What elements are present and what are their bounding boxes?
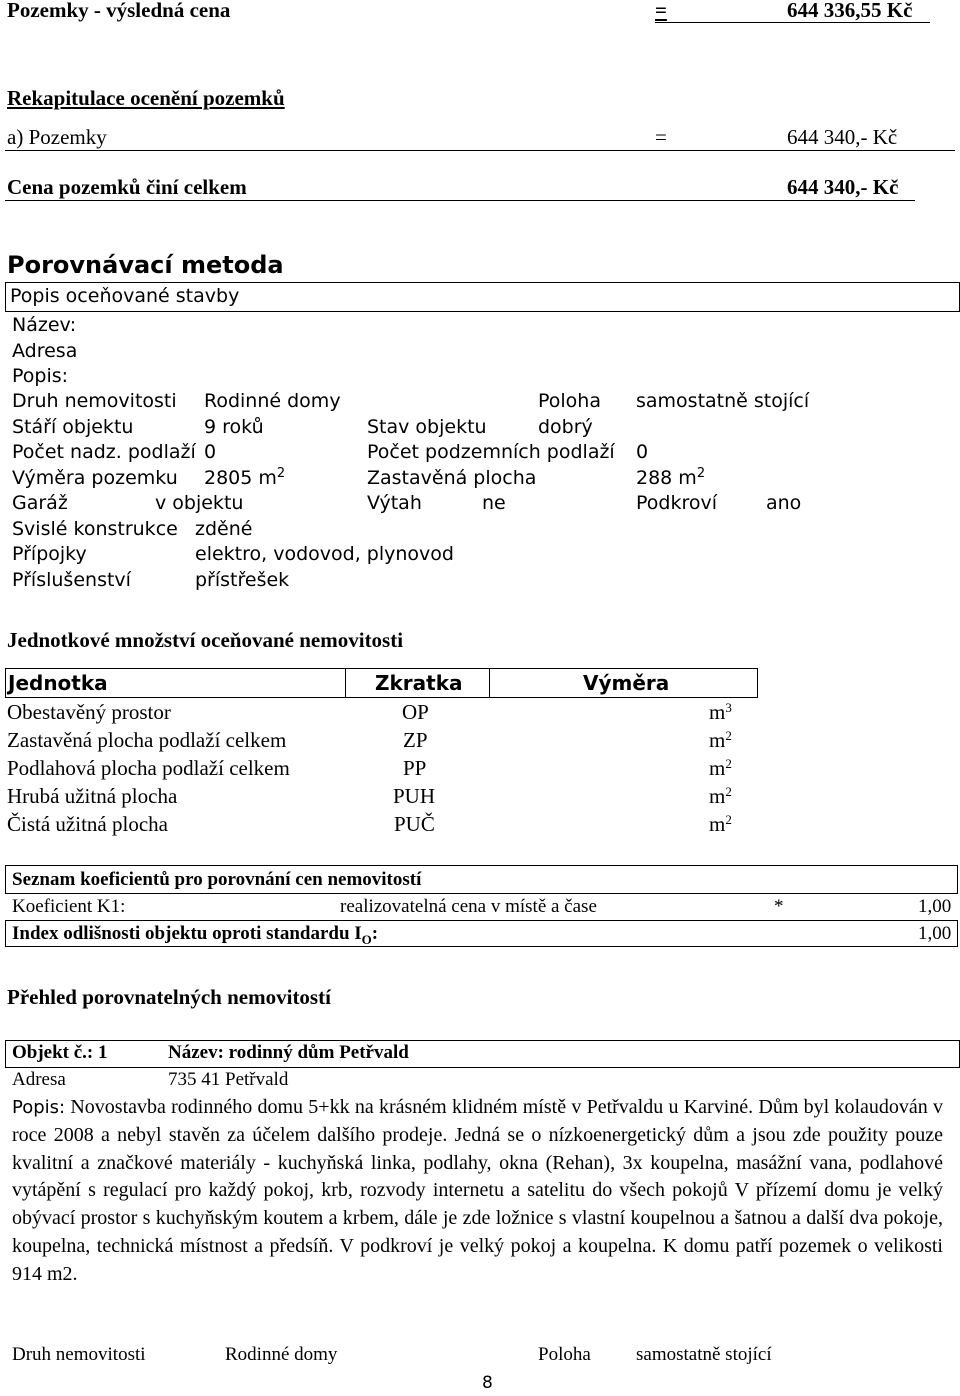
compare-description-label: Popis: [12,1097,66,1118]
desc-type-value: Rodinné domy [204,390,341,412]
units-row-unit: $m^3$ [709,700,732,724]
units-row-name: Čistá užitná plocha [7,812,168,836]
desc-age-label: Stáří objektu [12,416,134,438]
compare-location-value: samostatně stojící [636,1344,772,1365]
units-header-abbr: Zkratka [375,671,463,695]
compare-object-name: Název: rodinný dům Petřvald [168,1042,409,1063]
desc-underground-value: 0 [636,441,649,463]
compare-address-value: 735 41 Petřvald [168,1069,289,1090]
compare-type-label: Druh nemovitosti [12,1344,146,1365]
units-row-unit: $m^2$ [709,784,732,808]
method-title: Porovnávací metoda [7,251,284,279]
desc-accessories-value: přístřešek [195,569,290,591]
desc-location-value: samostatně stojící [636,390,810,412]
units-row-unit: $m^2$ [709,728,732,752]
units-row-name: Obestavěný prostor [7,700,171,724]
page-number: 8 [482,1373,493,1393]
land-recap-row-value: 644 340,- Kč [787,125,898,149]
units-row-name: Hrubá užitná plocha [7,784,178,808]
desc-garage-label: Garáž [12,492,68,514]
units-row-abbr: OP [402,700,429,724]
desc-condition-value: dobrý [538,416,593,438]
desc-built-area-value: 288 $m^2$ [636,466,706,489]
land-final-price-equals: = [655,0,667,22]
desc-accessories-label: Příslušenství [12,569,131,591]
desc-utilities-label: Přípojky [12,543,87,565]
desc-name-label: Název: [12,314,77,336]
property-description-box-title: Popis oceňované stavby [10,285,240,307]
desc-garage-value: v objektu [155,492,244,514]
compare-address-label: Adresa [12,1069,66,1090]
desc-attic-value: ano [766,492,802,514]
units-header-unit: Jednotka [8,671,108,695]
compare-type-value: Rodinné domy [225,1344,338,1365]
desc-condition-label: Stav objektu [367,416,487,438]
units-row-abbr: ZP [403,728,428,752]
land-total-value: 644 340,- Kč [787,175,899,199]
land-recap-row-label: a) Pozemky [7,125,107,149]
land-total-label: Cena pozemků činí celkem [7,175,247,199]
desc-underground-label: Počet podzemních podlaží [367,441,615,463]
land-recap-row-equals: = [655,125,667,149]
units-header-divider-2 [489,668,490,698]
desc-attic-label: Podkroví [636,492,718,514]
land-total-rule [5,200,915,201]
coef-k1-description: realizovatelná cena v místě a čase [340,896,597,917]
compare-heading: Přehled porovnatelných nemovitostí [7,985,331,1009]
units-header-area: Výměra [583,671,670,695]
land-recap-row-rule [5,150,955,151]
units-row-unit: $m^2$ [709,756,732,780]
units-header-divider-1 [345,668,346,698]
compare-description-text: Novostavba rodinného domu 5+kk na krásném klidném místě v Petřvaldu u Karviné. Dům byl kolaudován v roce 2008 a nebyl stavěn za účelem dalšího prodeje. Jedná se o nízkoenergetický dům a jsou zde použity pouze kvalitní a značkové materiály - kuchyňská linka, podlahy, okna (Rehan), 3x koupelna, masážní vana, podlahové vytápění s regulací pro každý pokoj, krb, rozvody internetu a satelitu do všech pokojů V přízemí domu je velký obývací prostor s kuchyňským koutem a krbem, dále je zde ložnice s vlastní koupelnou a šatnou a další dva pokoje, koupelna, technická místnost a předsíň. V podkroví je velký pokoj a koupelna. K domu patří pozemek o velikosti 914 m2. [12,1096,944,1285]
units-row-abbr: PP [403,756,427,780]
units-row-unit: $m^2$ [709,812,732,836]
compare-object-label: Objekt č.: 1 [12,1042,108,1063]
compare-object-header-box [5,1040,960,1068]
desc-address-label: Adresa [12,340,78,362]
compare-location-label: Poloha [538,1344,591,1365]
desc-elevator-value: ne [482,492,506,514]
coef-heading: Seznam koeficientů pro porovnání cen nemovitostí [12,869,422,890]
compare-description [12,1094,943,1289]
desc-plot-area-value: 2805 $m^2$ [204,466,286,489]
desc-location-label: Poloha [538,390,601,412]
desc-type-label: Druh nemovitosti [12,390,177,412]
units-heading: Jednotkové množství oceňované nemovitosti [7,628,404,652]
units-row-name: Zastavěná plocha podlaží celkem [7,728,287,752]
units-row-name: Podlahová plocha podlaží celkem [7,756,290,780]
coef-k1-operator: * [774,896,784,917]
units-row-abbr: PUČ [394,812,435,836]
desc-floors-label: Počet nadz. podlaží [12,441,196,463]
desc-utilities-value: elektro, vodovod, plynovod [195,543,454,565]
desc-floors-value: 0 [204,441,217,463]
units-row-abbr: PUH [393,784,436,808]
coef-index-label: Index odlišnosti objektu oproti standardu $I_O$: [12,923,379,947]
desc-age-value: 9 roků [204,416,264,438]
desc-walls-label: Svislé konstrukce [12,518,178,540]
land-recap-heading: Rekapitulace ocenění pozemků [7,86,285,110]
desc-walls-value: zděné [195,518,253,540]
desc-built-area-label: Zastavěná plocha [367,467,537,489]
coef-k1-label: Koeficient K1: [12,896,126,917]
land-final-price-value: 644 336,55 Kč [787,0,913,22]
coef-k1-value: 1,00 [918,896,952,917]
desc-popis-label: Popis: [12,365,69,387]
desc-plot-area-label: Výměra pozemku [12,467,178,489]
coef-index-value: 1,00 [918,923,952,944]
desc-elevator-label: Výtah [367,492,422,514]
land-final-price-title: Pozemky - výsledná cena [7,0,231,22]
